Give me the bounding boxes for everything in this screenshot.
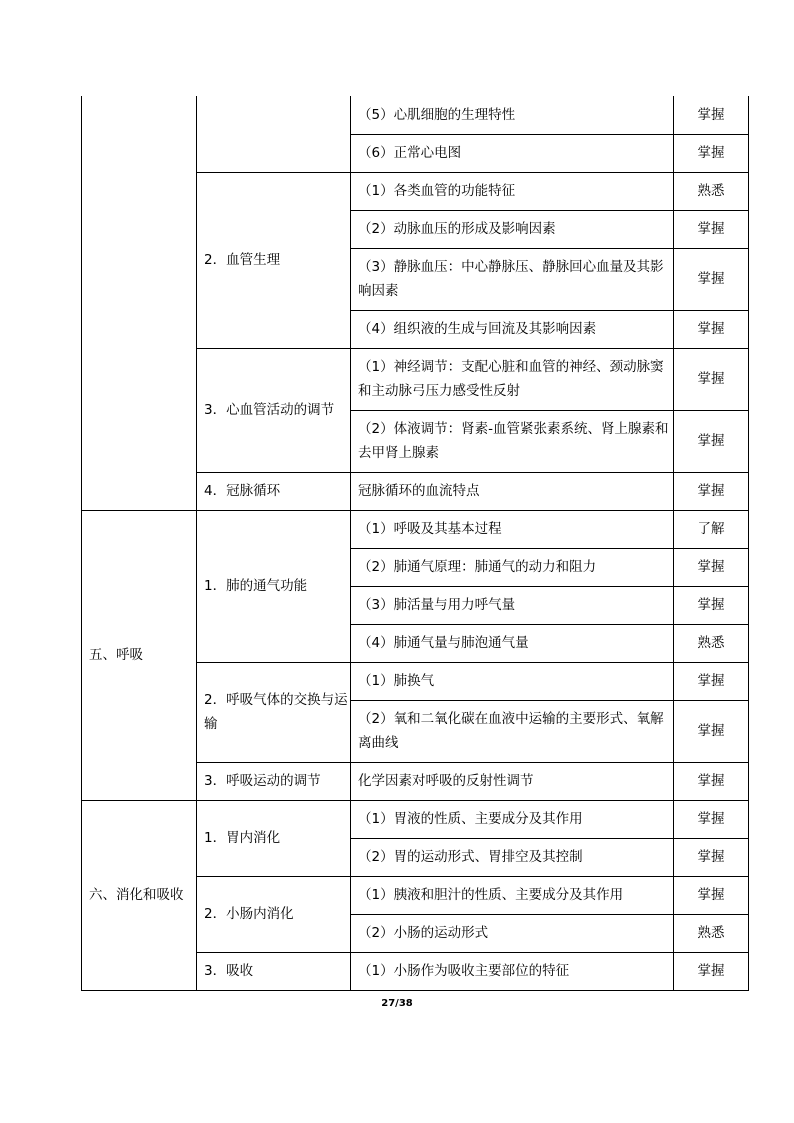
level-cell: 掌握 (674, 762, 749, 800)
level-cell: 掌握 (674, 310, 749, 348)
subunit-cell-heart (197, 96, 351, 172)
level-cell: 掌握 (674, 662, 749, 700)
subunit-cell-resp-regulation: 3．呼吸运动的调节 (197, 762, 351, 800)
level-cell: 熟悉 (674, 914, 749, 952)
subunit-cell-absorption: 3．吸收 (197, 952, 351, 990)
level-cell: 掌握 (674, 348, 749, 410)
level-cell: 掌握 (674, 952, 749, 990)
page-number: 27/38 (381, 998, 413, 1009)
content-cell: （2）小肠的运动形式 (351, 914, 674, 952)
level-cell: 熟悉 (674, 172, 749, 210)
level-cell: 掌握 (674, 96, 749, 134)
subunit-cell-coronary: 4．冠脉循环 (197, 472, 351, 510)
content-cell: （2）体液调节：肾素-血管紧张素系统、肾上腺素和去甲肾上腺素 (351, 410, 674, 472)
content-cell: （1）呼吸及其基本过程 (351, 510, 674, 548)
level-cell: 掌握 (674, 838, 749, 876)
content-cell: （2）氧和二氧化碳在血液中运输的主要形式、氧解离曲线 (351, 700, 674, 762)
content-cell: （1）胰液和胆汁的性质、主要成分及其作用 (351, 876, 674, 914)
content-cell: （4）肺通气量与肺泡通气量 (351, 624, 674, 662)
level-cell: 掌握 (674, 800, 749, 838)
content-cell: 化学因素对呼吸的反射性调节 (351, 762, 674, 800)
level-cell: 掌握 (674, 210, 749, 248)
content-cell: （1）胃液的性质、主要成分及其作用 (351, 800, 674, 838)
content-cell: （2）动脉血压的形成及影响因素 (351, 210, 674, 248)
subunit-cell-small-intestine: 2．小肠内消化 (197, 876, 351, 952)
content-cell: （2）肺通气原理：肺通气的动力和阻力 (351, 548, 674, 586)
syllabus-table (81, 96, 749, 991)
subunit-cell-regulation: 3．心血管活动的调节 (197, 348, 351, 472)
level-cell: 了解 (674, 510, 749, 548)
content-cell: （2）胃的运动形式、胃排空及其控制 (351, 838, 674, 876)
subunit-cell-vascular: 2．血管生理 (197, 172, 351, 348)
subunit-cell-stomach: 1．胃内消化 (197, 800, 351, 876)
content-cell: （6）正常心电图 (351, 134, 674, 172)
unit-cell-cont (82, 96, 197, 510)
subunit-cell-ventilation: 1．肺的通气功能 (197, 510, 351, 662)
content-cell: （4）组织液的生成与回流及其影响因素 (351, 310, 674, 348)
content-cell: （5）心肌细胞的生理特性 (351, 96, 674, 134)
subunit-cell-gas-exchange: 2．呼吸气体的交换与运输 (197, 662, 351, 762)
level-cell: 掌握 (674, 586, 749, 624)
level-cell: 熟悉 (674, 624, 749, 662)
content-cell: 冠脉循环的血流特点 (351, 472, 674, 510)
level-cell: 掌握 (674, 472, 749, 510)
level-cell: 掌握 (674, 134, 749, 172)
level-cell: 掌握 (674, 248, 749, 310)
unit-cell-respiration: 五、呼吸 (82, 510, 197, 800)
content-cell: （3）静脉血压：中心静脉压、静脉回心血量及其影响因素 (351, 248, 674, 310)
level-cell: 掌握 (674, 410, 749, 472)
content-cell: （1）小肠作为吸收主要部位的特征 (351, 952, 674, 990)
content-cell: （1）肺换气 (351, 662, 674, 700)
level-cell: 掌握 (674, 548, 749, 586)
unit-cell-digestion: 六、消化和吸收 (82, 800, 197, 990)
level-cell: 掌握 (674, 876, 749, 914)
level-cell: 掌握 (674, 700, 749, 762)
content-cell: （1）各类血管的功能特征 (351, 172, 674, 210)
content-cell: （3）肺活量与用力呼气量 (351, 586, 674, 624)
content-cell: （1）神经调节：支配心脏和血管的神经、颈动脉窦和主动脉弓压力感受性反射 (351, 348, 674, 410)
